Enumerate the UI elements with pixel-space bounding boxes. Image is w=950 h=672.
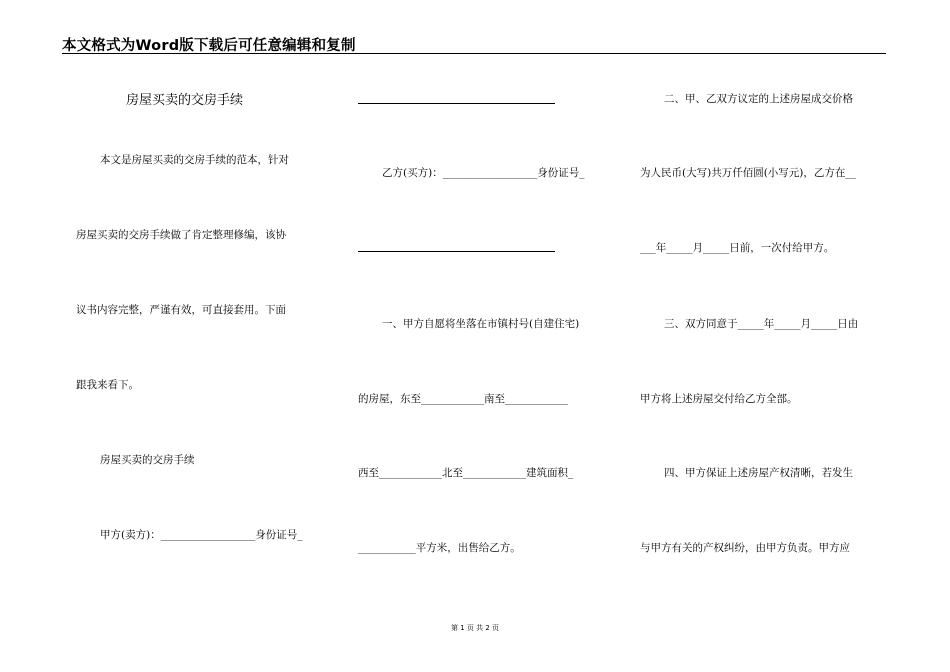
paragraph-line: 议书内容完整，严谨有效，可直接套用。下面 [76, 304, 286, 316]
section-heading: 房屋买卖的交房手续 [100, 454, 195, 466]
clause-line: 与甲方有关的产权纠纷，由甲方负责。甲方应 [640, 542, 850, 554]
page-number-footer: 第 1 页 共 2 页 [450, 624, 500, 632]
blank-fill-rule [358, 251, 555, 252]
clause-line: ___年_____月_____日前，一次付给甲方。 [640, 242, 835, 254]
party-b-line: 乙方(买方)：__________________身份证号_ [382, 167, 585, 179]
clause-line: 为人民币(大写)共万仟佰圆(小写元)，乙方在__ [640, 167, 856, 179]
paragraph-line: 本文是房屋买卖的交房手续的范本，针对 [100, 154, 289, 166]
paragraph-line: 跟我来看下。 [76, 379, 139, 391]
document-title: 房屋买卖的交房手续 [126, 93, 244, 108]
clause-line: 一、甲方自愿将坐落在市镇村号(自建住宅) [382, 318, 580, 330]
header-divider [62, 53, 886, 54]
clause-line: ___________平方米，出售给乙方。 [358, 542, 521, 554]
clause-line: 的房屋，东至____________南至____________ [358, 393, 568, 405]
blank-fill-rule [358, 103, 555, 104]
clause-line: 三、双方同意于_____年_____月_____日由 [664, 318, 859, 330]
clause-line: 二、甲、乙双方议定的上述房屋成交价格 [664, 93, 853, 105]
document-header: 本文格式为Word版下载后可任意编辑和复制 [62, 38, 356, 54]
party-a-line: 甲方(卖方)：__________________身份证号_ [100, 529, 303, 541]
clause-line: 甲方将上述房屋交付给乙方全部。 [640, 393, 798, 405]
paragraph-line: 房屋买卖的交房手续做了肯定整理修编，该协 [76, 229, 286, 241]
clause-line: 四、甲方保证上述房屋产权清晰，若发生 [664, 467, 853, 479]
clause-line: 西至____________北至____________建筑面积_ [358, 467, 574, 479]
